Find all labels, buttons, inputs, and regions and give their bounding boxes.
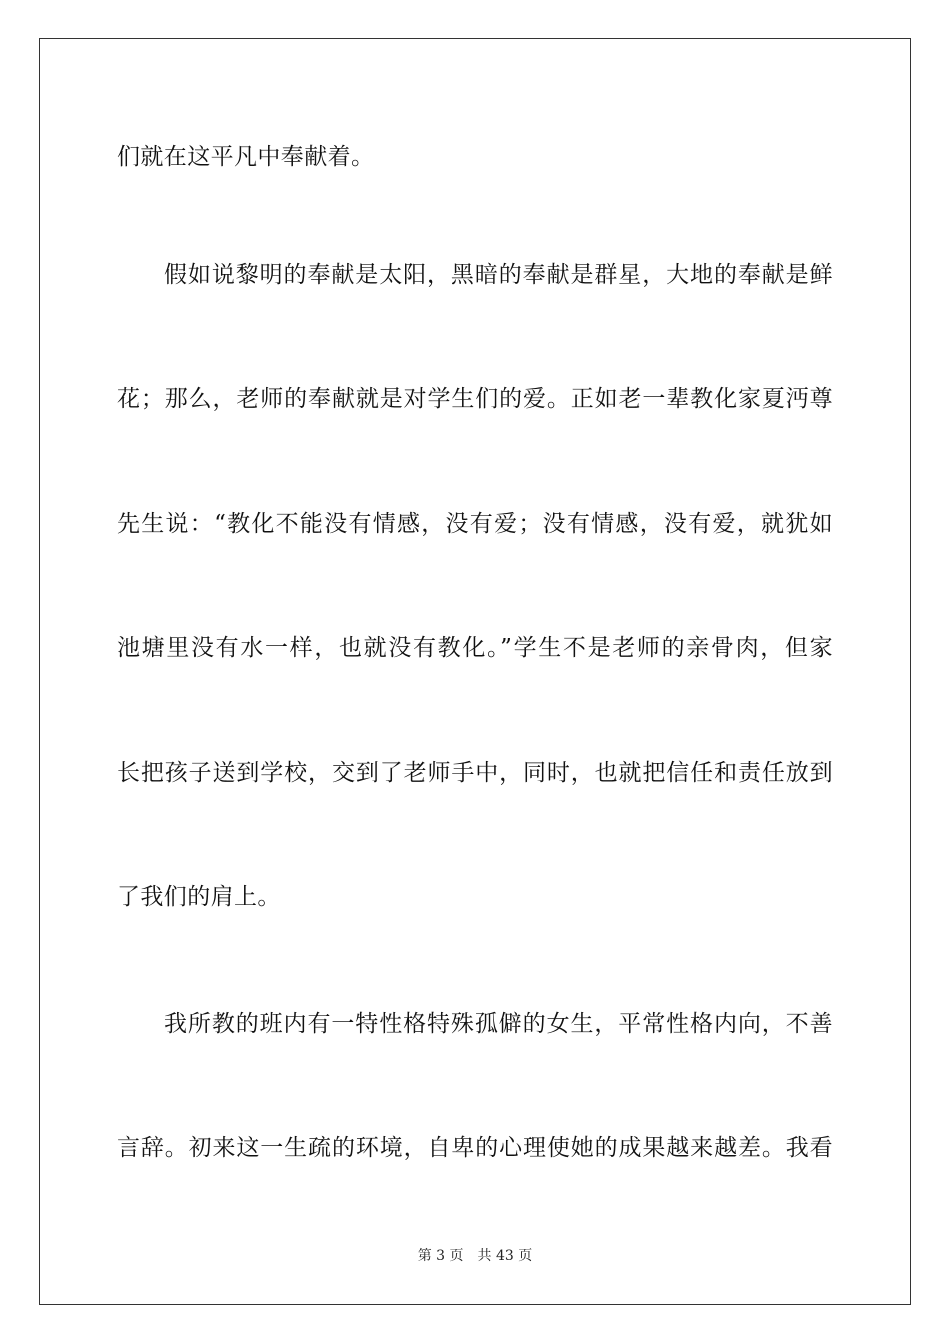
page-footer xyxy=(0,1246,950,1266)
paragraph-line: 们就在这平凡中奉献着。 xyxy=(117,144,375,170)
paragraph-line: 了我们的肩上。 xyxy=(117,884,281,910)
paragraph-line: 池塘里没有水一样，也就没有教化。”学生不是老师的亲骨肉，但家 xyxy=(117,635,833,661)
paragraph-line: 先生说：“教化不能没有情感，没有爱；没有情感，没有爱，就犹如 xyxy=(117,511,833,537)
paragraph-line: 花；那么，老师的奉献就是对学生们的爱。正如老一辈教化家夏沔尊 xyxy=(117,386,833,412)
paragraph-line: 我所教的班内有一特性格特殊孤僻的女生，平常性格内向，不善 xyxy=(164,1011,833,1037)
paragraph-line: 假如说黎明的奉献是太阳，黑暗的奉献是群星，大地的奉献是鲜 xyxy=(164,262,833,288)
page-number: 第 3 页 xyxy=(417,1248,464,1264)
paragraph-line: 言辞。初来这一生疏的环境，自卑的心理使她的成果越来越差。我看 xyxy=(117,1135,833,1161)
page-border xyxy=(39,38,911,1305)
paragraph-line: 长把孩子送到学校，交到了老师手中，同时，也就把信任和责任放到 xyxy=(117,760,833,786)
page-total: 共 43 页 xyxy=(477,1248,533,1264)
